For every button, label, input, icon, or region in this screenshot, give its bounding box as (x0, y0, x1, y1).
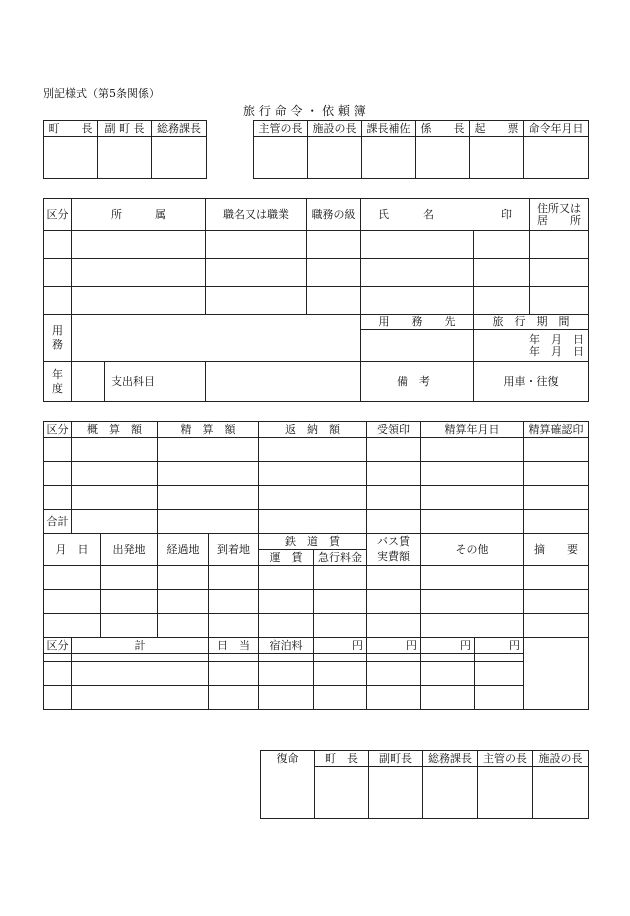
expense-row (44, 662, 589, 686)
cell[interactable] (421, 686, 475, 710)
cell[interactable] (367, 590, 421, 614)
account-field[interactable] (206, 362, 361, 402)
exp-header-category: 区分 (44, 638, 72, 654)
cell[interactable] (72, 259, 206, 287)
cell[interactable] (421, 566, 524, 590)
remarks-value: 用車・往復 (474, 362, 589, 402)
traveler-row (44, 231, 589, 259)
cell[interactable] (421, 590, 524, 614)
traveler-row (44, 259, 589, 287)
cell[interactable] (206, 287, 307, 315)
settlement-table (43, 421, 589, 710)
cell[interactable] (367, 662, 421, 686)
remarks-label: 備 考 (361, 362, 474, 402)
cell[interactable] (259, 654, 314, 662)
cell[interactable] (367, 462, 421, 486)
address-label-line2: 居 所 (537, 213, 581, 227)
settle-header-refund: 返 納 額 (259, 422, 367, 438)
approval-label-mayor: 町 長 (44, 121, 98, 137)
cell[interactable] (44, 259, 72, 287)
col-header-name (361, 199, 530, 231)
cell[interactable] (206, 259, 307, 287)
period-end-date: 年 月 日 (529, 344, 584, 358)
settlement-row (44, 486, 589, 510)
settle-header-confirm-seal: 精算確認印 (524, 422, 589, 438)
name-label: 氏 名 (378, 207, 438, 221)
travel-order-table (43, 198, 589, 402)
expense-row (44, 686, 589, 710)
cell[interactable] (44, 287, 72, 315)
cell[interactable] (158, 510, 259, 534)
approval-stamp-box[interactable] (315, 767, 369, 819)
destination-label: 用 務 先 (361, 315, 474, 330)
itin-header-date: 月 日 (44, 534, 101, 566)
approval-label-drafter: 起 票 (470, 121, 524, 137)
cell[interactable] (72, 662, 209, 686)
itin-header-actual-cost: 実費額 (367, 550, 421, 566)
fiscal-year-field[interactable] (72, 362, 105, 402)
itin-header-express: 急行料金 (314, 550, 367, 566)
itin-header-bus: バス賃 (367, 534, 421, 550)
return-report-label: 復命 (261, 751, 315, 819)
cell[interactable] (44, 686, 72, 710)
cell[interactable] (44, 438, 72, 462)
exp-header-daily: 日 当 (209, 638, 259, 654)
exp-header-total: 計 (72, 638, 209, 654)
approval-right-table (253, 120, 589, 179)
purpose-label (44, 315, 72, 362)
col-header-category: 区分 (44, 199, 72, 231)
cell[interactable] (307, 231, 361, 259)
cell[interactable] (421, 438, 524, 462)
period-label: 旅 行 期 間 (474, 315, 589, 330)
cell[interactable] (259, 486, 367, 510)
order-date-field[interactable] (524, 137, 589, 179)
cell[interactable] (44, 614, 101, 638)
approval-stamp-box[interactable] (478, 767, 533, 819)
cell[interactable] (314, 614, 367, 638)
approval-stamp-box[interactable] (98, 137, 152, 179)
cell[interactable] (101, 614, 158, 638)
itinerary-row (44, 590, 589, 614)
cell[interactable] (158, 486, 259, 510)
yen-unit: 円 (421, 638, 475, 654)
settle-header-receipt-seal: 受領印 (367, 422, 421, 438)
return-label-vice-mayor: 副町長 (369, 751, 423, 767)
period-start-date: 年 月 日 (529, 332, 584, 346)
return-label-dept-head: 主管の長 (478, 751, 533, 767)
cell[interactable] (44, 590, 101, 614)
cell[interactable] (524, 510, 589, 534)
cell[interactable] (475, 662, 524, 686)
approval-stamp-box[interactable] (44, 137, 98, 179)
cell[interactable] (367, 486, 421, 510)
itin-header-via: 経過地 (158, 534, 209, 566)
approval-stamp-box[interactable] (423, 767, 478, 819)
cell[interactable] (524, 462, 589, 486)
cell[interactable] (530, 231, 589, 259)
cell[interactable] (158, 462, 259, 486)
cell[interactable] (158, 614, 209, 638)
cell[interactable] (524, 590, 589, 614)
approval-stamp-box[interactable] (416, 137, 470, 179)
cell[interactable] (361, 287, 474, 315)
cell[interactable] (421, 510, 524, 534)
cell[interactable] (475, 686, 524, 710)
cell[interactable] (530, 259, 589, 287)
cell[interactable] (367, 686, 421, 710)
fiscal-year-label-text: 年度 (52, 367, 63, 395)
traveler-row (44, 287, 589, 315)
cell[interactable] (209, 654, 259, 662)
cell[interactable] (421, 654, 475, 662)
yen-unit: 円 (367, 638, 421, 654)
exp-header-lodging: 宿泊料 (259, 638, 314, 654)
col-header-job-title: 職名又は職業 (206, 199, 307, 231)
seal-label: 印 (501, 207, 512, 221)
cell[interactable] (421, 662, 475, 686)
itinerary-row (44, 614, 589, 638)
settle-header-settle-date: 精算年月日 (421, 422, 524, 438)
cell[interactable] (259, 438, 367, 462)
settlement-total-row (44, 510, 589, 534)
cell[interactable] (524, 566, 589, 590)
cell[interactable] (259, 566, 314, 590)
col-header-address (530, 199, 589, 231)
cell[interactable] (206, 231, 307, 259)
cell[interactable] (367, 510, 421, 534)
cell[interactable] (367, 654, 421, 662)
cell[interactable] (259, 462, 367, 486)
approval-stamp-box[interactable] (369, 767, 423, 819)
return-label-general-affairs: 総務課長 (423, 751, 478, 767)
cell[interactable] (209, 590, 259, 614)
itin-header-rail: 鉄 道 賃 (259, 534, 367, 550)
cell[interactable] (307, 259, 361, 287)
approval-stamp-box[interactable] (254, 137, 308, 179)
approval-stamp-box[interactable] (533, 767, 589, 819)
cell[interactable] (367, 566, 421, 590)
cell[interactable] (314, 686, 367, 710)
cell[interactable] (361, 231, 474, 259)
cell[interactable] (72, 654, 209, 662)
approval-stamp-box[interactable] (470, 137, 524, 179)
settle-header-actual: 精 算 額 (158, 422, 259, 438)
return-label-facility-head: 施設の長 (533, 751, 589, 767)
cell[interactable] (361, 259, 474, 287)
itinerary-row (44, 566, 589, 590)
cell[interactable] (44, 486, 72, 510)
yen-unit: 円 (475, 638, 524, 654)
cell[interactable] (421, 462, 524, 486)
account-label: 支出科目 (105, 362, 206, 402)
cell[interactable] (474, 231, 530, 259)
form-note: 別記様式（第5条関係） (43, 87, 160, 100)
purpose-field[interactable] (72, 315, 361, 362)
cell[interactable] (314, 590, 367, 614)
settle-header-estimate: 概 算 額 (72, 422, 158, 438)
cell[interactable] (314, 662, 367, 686)
approval-stamp-box[interactable] (308, 137, 362, 179)
cell[interactable] (259, 686, 314, 710)
cell[interactable] (421, 486, 524, 510)
approval-label-section-chief: 係 長 (416, 121, 470, 137)
cell[interactable] (209, 686, 259, 710)
cell[interactable] (72, 686, 209, 710)
approval-label-general-affairs: 総務課長 (152, 121, 207, 137)
cell[interactable] (72, 231, 206, 259)
cell[interactable] (209, 566, 259, 590)
expense-summary-field[interactable] (524, 638, 589, 710)
cell[interactable] (44, 231, 72, 259)
cell[interactable] (421, 614, 524, 638)
cell[interactable] (72, 438, 158, 462)
cell[interactable] (209, 614, 259, 638)
cell[interactable] (158, 438, 259, 462)
purpose-label-text: 用務 (52, 324, 63, 351)
cell[interactable] (158, 590, 209, 614)
fiscal-year-label (44, 362, 72, 402)
return-report-table (260, 750, 589, 819)
total-label: 合計 (44, 510, 72, 534)
address-label-line1: 住所又は (537, 201, 581, 215)
cell[interactable] (72, 510, 158, 534)
form-title: 旅 行 命 令 ・ 依 頼 簿 (243, 104, 366, 118)
itin-header-fare: 運 賃 (259, 550, 314, 566)
cell[interactable] (530, 287, 589, 315)
cell[interactable] (259, 662, 314, 686)
col-header-affiliation: 所 属 (72, 199, 206, 231)
return-label-mayor: 町 長 (315, 751, 369, 767)
cell[interactable] (101, 566, 158, 590)
cell[interactable] (307, 287, 361, 315)
approval-label-order-date: 命令年月日 (524, 121, 589, 137)
approval-left-table (43, 120, 207, 179)
itin-header-summary: 摘 要 (524, 534, 589, 566)
cell[interactable] (101, 590, 158, 614)
approval-stamp-box[interactable] (152, 137, 207, 179)
cell[interactable] (314, 654, 367, 662)
cell[interactable] (72, 486, 158, 510)
cell[interactable] (524, 614, 589, 638)
itin-header-arrival: 到着地 (209, 534, 259, 566)
yen-unit: 円 (314, 638, 367, 654)
cell[interactable] (259, 510, 367, 534)
cell[interactable] (259, 614, 314, 638)
settlement-row (44, 438, 589, 462)
cell[interactable] (367, 438, 421, 462)
cell[interactable] (72, 287, 206, 315)
cell[interactable] (524, 438, 589, 462)
cell[interactable] (44, 662, 72, 686)
cell[interactable] (44, 462, 72, 486)
cell[interactable] (72, 462, 158, 486)
approval-label-deputy-chief: 課長補佐 (362, 121, 416, 137)
cell[interactable] (474, 287, 530, 315)
cell[interactable] (524, 486, 589, 510)
cell[interactable] (158, 566, 209, 590)
expense-row (44, 654, 589, 662)
approval-label-facility-head: 施設の長 (308, 121, 362, 137)
period-field[interactable] (474, 330, 589, 362)
approval-label-vice-mayor: 副 町 長 (98, 121, 152, 137)
cell[interactable] (44, 654, 72, 662)
cell[interactable] (314, 566, 367, 590)
cell[interactable] (209, 662, 259, 686)
settlement-row (44, 462, 589, 486)
col-header-grade: 職務の級 (307, 199, 361, 231)
cell[interactable] (474, 259, 530, 287)
cell[interactable] (259, 590, 314, 614)
cell[interactable] (44, 566, 101, 590)
itin-header-other: その他 (421, 534, 524, 566)
itin-header-departure: 出発地 (101, 534, 158, 566)
approval-stamp-box[interactable] (362, 137, 416, 179)
cell[interactable] (475, 654, 524, 662)
destination-field[interactable] (361, 330, 474, 362)
approval-label-dept-head: 主管の長 (254, 121, 308, 137)
settle-header-category: 区分 (44, 422, 72, 438)
cell[interactable] (367, 614, 421, 638)
